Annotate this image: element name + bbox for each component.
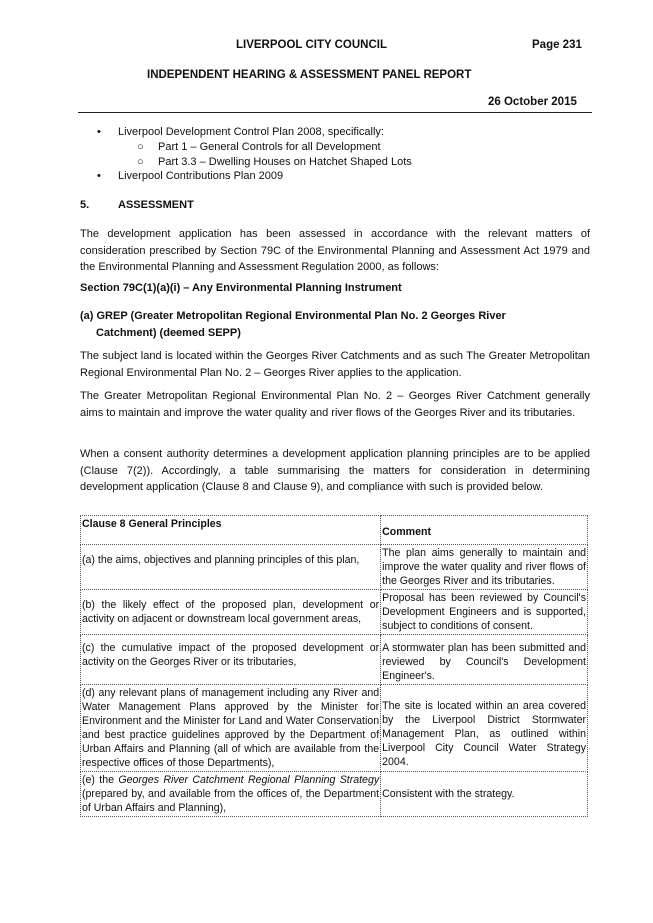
comment-cell: Proposal has been reviewed by Council's Development Engineers and is supported, subject to conditions of consent. (381, 590, 588, 635)
section-number: 5. (80, 199, 90, 211)
circle-bullet-icon: ○ (137, 141, 144, 153)
principle-cell: (d) any relevant plans of management including any River and Water Management Plans approved by the Minister for Environment and the Minister for Land and Water Conservation and best practice guidelines approved by the Department of Urban Affairs and Planning (all of which are available from the respective offices of those Departments), (81, 685, 381, 772)
grep-heading (80, 308, 590, 341)
grep-heading-line1: (a) GREP (Greater Metropolitan Regional Environmental Plan No. 2 Georges River (80, 310, 506, 322)
header-divider (78, 112, 592, 113)
intro-paragraph: The development application has been assessed in accordance with the relevant matters of consideration prescribed by Section 79C of the Environmental Planning and Assessment Act 1979 and the Environmental Planning and Assessment Regulation 2000, as follows: (80, 228, 590, 273)
list-subitem: Part 3.3 – Dwelling Houses on Hatchet Shaped Lots (158, 156, 412, 168)
paragraph-3: When a consent authority determines a development application planning principles are to be applied (Clause 7(2)). Accordingly, a table summarising the matters for consideration in determining development application (Clause 8 and Clause 9), and compliance with such is provided below. (80, 448, 590, 493)
table-row (81, 545, 588, 590)
table-header-row (81, 516, 588, 545)
principle-cell: (a) the aims, objectives and planning principles of this plan, (81, 545, 381, 590)
grep-heading-line2: Catchment) (deemed SEPP) (96, 326, 241, 339)
table-row (81, 685, 588, 772)
comment-cell: Consistent with the strategy. (381, 772, 588, 817)
table-row (81, 635, 588, 685)
circle-bullet-icon: ○ (137, 156, 144, 168)
list-item: Liverpool Contributions Plan 2009 (118, 170, 284, 182)
section-title: ASSESSMENT (118, 199, 194, 211)
table-row (81, 590, 588, 635)
page-number: Page 231 (532, 39, 582, 51)
table-header-comment: Comment (381, 516, 588, 545)
bullet-dot: • (97, 170, 101, 182)
table-row (81, 772, 588, 817)
principle-suffix: (prepared by, and available from the offices of, the Department of Urban Affairs and Planning), (82, 788, 380, 814)
principle-italic: Georges River Catchment Regional Planning Strategy (118, 774, 380, 786)
paragraph-2: The Greater Metropolitan Regional Environmental Plan No. 2 – Georges River Catchment generally aims to maintain and improve the water quality and river flows of the Georges River and its tributaries. (80, 390, 590, 419)
comment-cell: The plan aims generally to maintain and improve the water quality and river flows of the Georges River and its tributaries. (381, 545, 588, 590)
table-header-principles: Clause 8 General Principles (81, 516, 381, 545)
subheading: Section 79C(1)(a)(i) – Any Environmental Planning Instrument (80, 282, 402, 294)
principle-cell: (b) the likely effect of the proposed plan, development or activity on adjacent or downstream local government areas, (81, 590, 381, 635)
principle-cell: (c) the cumulative impact of the proposed development or activity on the Georges River or its tributaries, (81, 635, 381, 685)
bullet-dot: • (97, 126, 101, 138)
principle-cell (81, 772, 381, 817)
principle-prefix: (e) the (82, 774, 119, 786)
paragraph-1: The subject land is located within the Georges River Catchments and as such The Greater Metropolitan Regional Environmental Plan No. 2 – Georges River applies to the application. (80, 350, 590, 379)
report-date: 26 October 2015 (488, 96, 577, 108)
list-item: Liverpool Development Control Plan 2008, specifically: (118, 126, 384, 138)
list-subitem: Part 1 – General Controls for all Development (158, 141, 381, 153)
comment-cell: A stormwater plan has been submitted and reviewed by Council's Development Engineer's. (381, 635, 588, 685)
comment-cell: The site is located within an area covered by the Liverpool District Stormwater Management Plan, as outlined within Liverpool City Council Water Strategy 2004. (381, 685, 588, 772)
clause-8-table (80, 515, 588, 817)
council-name: LIVERPOOL CITY COUNCIL (236, 39, 388, 51)
report-title: INDEPENDENT HEARING & ASSESSMENT PANEL REPORT (147, 69, 472, 81)
